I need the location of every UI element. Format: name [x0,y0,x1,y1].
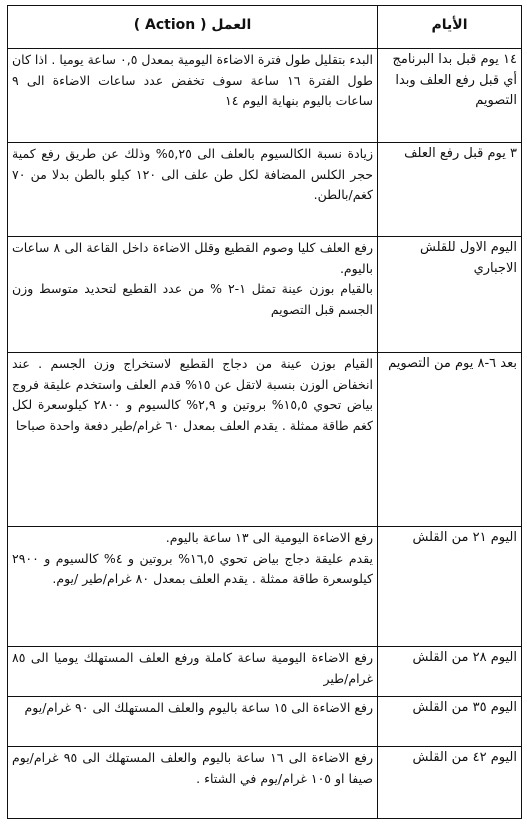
action-cell [8,237,378,353]
header-days: الأيام [378,6,522,49]
table-row [8,143,522,237]
days-cell: اليوم الاول للقلش الاجباري [378,237,522,353]
days-cell: اليوم ٤٢ من القلش [378,747,522,819]
action-cell [8,49,378,143]
days-cell: اليوم ٢١ من القلش [378,527,522,647]
action-cell [8,747,378,819]
action-cell [8,143,378,237]
action-text: رفع الاضاءة الى ١٥ ساعة باليوم والعلف المستهلك الى ٩٠ غرام/يوم [24,700,373,715]
action-text: زيادة نسبة الكالسيوم بالعلف الى ٥,٢٥% وذلك عن طريق رفع كمية حجر الكلس المضافة لكل طن علف الى ١٢٠ كيلو بالطن بدلا من ٧٠ كغم/بالطن. [12,146,373,202]
days-cell: ١٤ يوم قبل بدا البرنامج أي قبل رفع العلف وبدا التصويم [378,49,522,143]
table-row [8,237,522,353]
table-row [8,49,522,143]
action-cell [8,647,378,697]
action-cell [8,697,378,747]
table-header-row [8,6,522,49]
table-row [8,527,522,647]
action-cell [8,527,378,647]
action-text: رفع الاضاءة اليومية الى ١٣ ساعة باليوم. يقدم عليقة دجاج بياض تحوي ١٦,٥% بروتين و ٤% كالسيوم و ٢٩٠٠ كيلوسعرة طاقة ممثلة . يقدم العلف بمعدل ٨٠ غرام/طير /يوم. [12,530,374,586]
action-text: القيام بوزن عينة من دجاج القطيع لاستخراج وزن الجسم . عند انخفاض الوزن بنسبة لاتقل عن ١٥% قدم العلف واستخدم عليقة فروج بياض تحوي ١٥,٥% بروتين و ٢,٩% كالسيوم و ٢٨٠٠ كيلوسعرة لكل كغم طاقة ممثلة . يقدم العلف بمعدل ٦٠ غرام/طير دفعة واحدة صباحا [12,356,373,433]
action-text: رفع الاضاءة اليومية ساعة كاملة ورفع العلف المستهلك يوميا الى ٨٥ غرام/طير [12,650,373,686]
header-action: العمل ( Action ) [8,6,378,49]
days-cell: ٣ يوم قبل رفع العلف [378,143,522,237]
days-cell: اليوم ٢٨ من القلش [378,647,522,697]
table-row [8,697,522,747]
action-cell [8,353,378,527]
table-row [8,647,522,697]
days-cell: بعد ٦-٨ يوم من التصويم [378,353,522,527]
days-cell: اليوم ٣٥ من القلش [378,697,522,747]
action-text: البدء بتقليل طول فترة الاضاءة اليومية بمعدل ٠,٥ ساعة يوميا . اذا كان طول الفترة ١٦ ساعة سوف تخفض عدد ساعات الاضاءة الى ٩ ساعات باليوم بنهاية اليوم ١٤ [12,52,374,108]
table-row [8,353,522,527]
forced-molting-schedule-table [7,5,522,819]
table-row [8,747,522,819]
action-text: رفع الاضاءة الى ١٦ ساعة باليوم والعلف المستهلك الى ٩٥ غرام/يوم صيفا او ١٠٥ غرام/يوم في الشتاء . [12,750,373,786]
action-text: رفع العلف كليا وصوم القطيع وقلل الاضاءة داخل القاعة الى ٨ ساعات باليوم. بالقيام بوزن عينة تمثل ١-٢ % من عدد القطيع لتحديد متوسط وزن الجسم قبل التصويم [12,240,373,317]
